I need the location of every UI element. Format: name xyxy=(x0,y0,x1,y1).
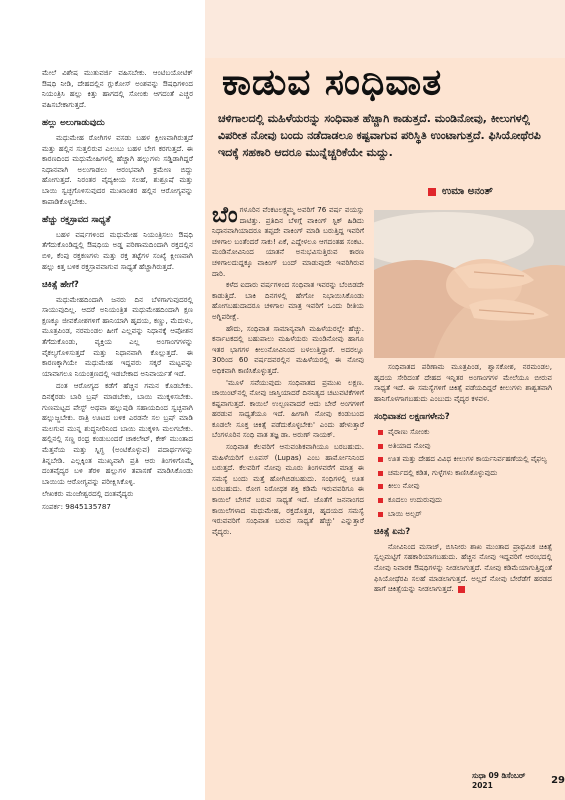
list-item xyxy=(378,509,552,520)
subheading: ಚಿಕಿತ್ಸೆ ಹೇಗೆ? xyxy=(42,280,79,291)
page-footer xyxy=(472,771,565,790)
knee-pain-photo xyxy=(374,210,565,358)
paragraph: 'ಮೂಳೆ ಸವೆಯುವುದು ಸಂಧಿವಾತದ ಪ್ರಮುಖ ಲಕ್ಷಣ. ಚಾಯಿಂಟ್‌ನಲ್ಲಿ ನೋವು ಜಾಸ್ತಿಯಾದರೆ ದಿನನಿತ್ಯದ ಚಟುವಟಿಕೆಗಳಿಗೆ ಕಷ್ಟವಾಗುತ್ತದೆ. ಕಾಯಿಲೆ ಉಲ್ಬಣವಾದರೆ ಆದು ಬೇರೆ ಅಂಗಗಳಿಗೆ ಹರಡುವ ಸಾಧ್ಯತೆಯೂ ಇದೆ. ಹೀಗಾಗಿ ನೋವು ಕಂಡುಬಂದ ಕೂಡಲೇ ಸೂಕ್ತ ಚಿಕಿತ್ಸೆ ಪಡೆದುಕೊಳ್ಳಬೇಕು' ಎಂದು ಹೇಳುತ್ತಾರೆ ಬೆಂಗಳೂರಿನ ಸಂಧಿ ವಾತ ತಜ್ಞ ಡಾ. ಅರುಣ್ ನಾಯಕ್. xyxy=(212,377,364,440)
square-bullet-icon xyxy=(378,444,383,449)
square-bullet-icon xyxy=(378,484,383,489)
paragraph: ದಂತ ಆರೋಗ್ಯದ ಕಡೆಗೆ ಹೆಚ್ಚಿನ ಗಮನ ಕೊಡಬೇಕು. ದಿನಕ್ಕೆರಡು ಬಾರಿ ಬ್ರಷ್ ಮಾಡಬೇಕು, ಬಾಯಿ ಮುಕ್ಕಳಿಸಬೇಕು. ಗುಣಮಟ್ಟದ ಪೇಸ್ಟ್ ಅಥವಾ ಹಲ್ಲುಪುಡಿ ಸಹಾಯದಿಂದ ಸ್ವಚ್ಛವಾಗಿ ಹಲ್ಲುಜ್ಜಬೇಕು. ರಾತ್ರಿ ಊಟದ ಬಳಿಕ ಎರಡನೇ ಸಲ ಬ್ರಷ್ ಮಾಡಿ ಮಲಗುವ ಮುನ್ನ ಶುದ್ಧನೀರಿನಿಂದ ಬಾಯಿ ಮುಕ್ಕಳಿಸಿ ಮಲಗಬೇಕು. ಹಲ್ಲಿನಲ್ಲಿ ಸಣ್ಣ ರಂಧ್ರ ಕಂಡುಬಂದರೆ ಚಾಕಲೇಟ್, ಕೇಕ್ ಮುಂತಾದ ಮೆತ್ತನೆಯ ಮತ್ತು ಸ್ನಿಗ್ಧ (ಅಂಟಿಕೊಳ್ಳುವ) ಪದಾರ್ಥಗಳನ್ನು ತಿನ್ನಬೇಡಿ. ಎಲ್ಲಕ್ಕಿಂತ ಮುಖ್ಯವಾಗಿ ಪ್ರತಿ ಆರು ತಿಂಗಳಿಗೊಮ್ಮೆ ದಂತವೈದ್ಯರ ಬಳಿ ತೆರಳಿ ಹಲ್ಲುಗಳ ತಪಾಸಣೆ ಮಾಡಿಸಿಕೊಂಡು ಬಾಯಿಯ ಆರೋಗ್ಯವನ್ನು ಪರೀಕ್ಷಿಸಿಕೊಳ್ಳಿ. xyxy=(42,381,193,486)
list-item xyxy=(378,495,552,506)
author-note: ಲೇಖಕರು ಮಂಜೇಶ್ವರದಲ್ಲಿ ದಂತವೈದ್ಯರು xyxy=(42,489,134,499)
paragraph: ಕಳೆದ ಐದಾರು ವರ್ಷಗಳಿಂದ ಸಂಧಿವಾತ ಇವರನ್ನು ಬೆಂಬಿಡದೇ ಕಾಡುತ್ತಿದೆ. ಬಾಕಿ ದಿನಗಳಲ್ಲಿ ಹೇಗೋ ನಿಭಾಯಿಸಿಕೊಂಡು ಹೋಗಬಹುದಾದರೂ ಚಳಿಗಾಲ ಮಾತ್ರ ಇವರಿಗೆ ಒಂದು ರೀತಿಯ ಅಗ್ನಿಪರೀಕ್ಷೆ. xyxy=(212,280,365,321)
end-mark-icon xyxy=(458,586,465,593)
list-item-text: ವೈರಾಣು ಸೋಂಕು xyxy=(388,426,430,436)
list-item-text: ಚರ್ಮದಲ್ಲಿ ಕಡಿತ, ಗುಳ್ಳೆಗಳು ಕಾಣಿಸಿಕೊಳ್ಳುವುದು xyxy=(388,467,498,477)
subheading: ಹಲ್ಲು ಅಲುಗಾಡುವುದು xyxy=(42,118,105,129)
subheading: ಚಿಕಿತ್ಸೆ ಏನು? xyxy=(374,527,411,538)
list-item xyxy=(378,427,552,438)
paragraph: ಸಂಧಿವಾತ ಕೆಲವರಿಗೆ ಆನುವಂಶಿಕವಾಗಿಯೂ ಬರಬಹುದು. ಮಹಿಳೆಯರಿಗೆ ಲೂಪಸ್ (Lupas) ಎಂಬ ಹಾರ್ಮೋನಿನಿಂದ ಬರುತ್ತದೆ. ಕೆಲವರಿಗೆ ನೋವು ಮೂರು ತಿಂಗಳವರೆಗೆ ಮಾತ್ರ ಈ ಸಮಸ್ಯೆ ಬಂದು ಮತ್ತೆ ಹೋಗಿಬಿಡಬಹುದು. ಸಂಧಿಗಳಲ್ಲಿ ಊತ ಬರಬಹುದು. ರೋಗ ನಿರೋಧಕ ಶಕ್ತಿ ಕಡಿಮೆ ಇರುವವರಿಗೂ ಈ ಕಾಯಿಲೆ ಬೇಗನೆ ಬರುವ ಸಾಧ್ಯತೆ ಇದೆ. ಜೊತೆಗೆ ಜನನಾಂಗದ ಕಾಯಿಲೆಗಳಾದ ಮಧುಮೇಹ, ರಕ್ತದೊತ್ತಡ, ಹೃದಯದ ಸಮಸ್ಯೆ ಇರುವವರಿಗೆ ಸಂಧಿವಾತ ಬರುವ ಸಾಧ್ಯತೆ ಹೆಚ್ಚು' ಎನ್ನುತ್ತಾರೆ ವೈದ್ಯರು. xyxy=(212,442,364,536)
paragraph-text: ಗಳೂರಿನ ವೆಂಕಟಲಕ್ಷ್ಮಮ್ಮ ಅವರಿಗೆ 76 ವರ್ಷ ವಯಸ್ಸು ದಾಟಿತ್ತು. ಪ್ರತಿದಿನ ಬೆಳಿಗ್ಗೆ ವಾಕಿಂಗ್ ಸ್ಟಿಕ್ ಹಿಡಿದು ನಿಧಾನವಾಗಿಯಾದರೂ ತಪ್ಪದೇ ವಾಕಿಂಗ್ ಮಾಡಿ ಬರುತ್ತಿದ್ದ ಇವರಿಗೆ ಚಳಿಗಾಲ ಬಂತೆಂದರೆ ಸಾಕು! ಏಕೆ, ಎದ್ದೇಳಲೂ ಆಗದಂತಹ ಸಂಕಟ. ಮಂಡಿನೋವಿನಿಂದ ಯಾತನೆ ಅನುಭವಿಸುತ್ತಿರುವ ಕಾರಣ ಚಳಿಗಾಲದುದ್ದಕ್ಕೂ ವಾಕಿಂಗ್ ಬಂದ್ ಮಾಡುವುದೇ ಇವರಿಗಿರುವ ದಾರಿ. xyxy=(212,205,364,278)
knee-illustration xyxy=(374,210,565,358)
author-name: ಉಮಾ ಅನಂತ್ xyxy=(442,186,493,197)
byline xyxy=(428,186,493,197)
square-bullet-icon xyxy=(378,457,383,462)
list-item xyxy=(378,481,552,492)
paragraph: ಬಹಳ ವರ್ಷಗಳಿಂದ ಮಧುಮೇಹ ನಿಯಂತ್ರಿಸಲು ಔಷಧಿ ತೆಗೆದುಕೊಂಡಿದ್ದಲ್ಲಿ ಔಷಧಿಯ ಅಡ್ಡ ಪರಿಣಾಮದಿಂದಾಗಿ ರಕ್ತದಲ್ಲಿನ ಬಿಳಿ, ಕೆಂಪು ರಕ್ತಕಣಗಳು ಮತ್ತು ರಕ್ತ ತಟ್ಟೆಗಳ ಸಂಖ್ಯೆ ಕ್ಷೀಣವಾಗಿ ಹಲ್ಲು ಕಿತ್ತ ಬಳಿಕ ರಕ್ತಸ್ರಾವವಾಗುವ ಸಾಧ್ಯತೆ ಹೆಚ್ಚಾಗಿರುತ್ತದೆ. xyxy=(42,229,193,271)
square-bullet-icon xyxy=(378,471,383,476)
list-item xyxy=(378,441,552,452)
paragraph: ಮಧುಮೇಹದಿಂದಾಗಿ ಜನರು ದಿನ ಬೆಳಗಾಗುವುದರಲ್ಲಿ ಸಾಯುವುದಿಲ್ಲ. ಆದರೆ ಅನಿಯಂತ್ರಿತ ಮಧುಮೇಹದಿಂದಾಗಿ ಕ್ಷಣ ಕ್ಷಣಕ್ಕೂ ಜೀವಕೋಶಗಳಿಗೆ ಹಾನಿಯಾಗಿ ಹೃದಯ, ಕಣ್ಣು, ಮೆದುಳು, ಮೂತ್ರಪಿಂಡ, ನರಮಂಡಲ ಹೀಗೆ ಎಲ್ಲವನ್ನು ನಿಧಾನಕ್ಕೆ ಆಪೋಶನ ತೆಗೆದುಕೊಂಡು, ವ್ಯಕ್ತಿಯ ಎಲ್ಲ ಅಂಗಾಂಗಗಳನ್ನು ವೈಕಲ್ಯಗೊಳಿಸುತ್ತದೆ ಮತ್ತು ನಿಧಾನವಾಗಿ ಕೊಲ್ಲುತ್ತದೆ. ಈ ಕಾರಣಕ್ಕಾಗಿಯೇ ಮಧುಮೇಹ ಇದ್ದವರು ಸಕ್ಕರೆ ಮಟ್ಟವನ್ನು ಯಾವಾಗಲೂ ನಿಯಂತ್ರಣದಲ್ಲಿ ಇಡಬೇಕಾದ ಅನಿವಾರ್ಯತೆ ಇದೆ. xyxy=(42,294,193,378)
paragraph: ಮೇಲೆ ವಿಶೇಷ ಮುತುವರ್ಜಿ ವಹಿಸಬೇಕು. ಆಂಟಿಬಯೋಟಿಕ್ ಔಷಧಿ ನೀಡಿ, ದೇಹದಲ್ಲಿನ ಗ್ಲುಕೋಸ್ ಅಂಶವನ್ನು ಔಷಧಿಗಳಿಂದ ನಿಯಂತ್ರಿಸಿ ಹಲ್ಲು ಕಿತ್ತು ಹಾಗದಲ್ಲಿ ಸೋಂಕು ಆಗದಂತೆ ಎಚ್ಚರ ವಹಿಸಬೇಕಾಗುತ್ತದೆ. xyxy=(42,68,193,109)
issue-info: ಸುಧಾ 09 ಡಿಸೆಂಬರ್ 2021 xyxy=(472,771,526,790)
list-item-text: ಊತ ಮತ್ತು ದೇಹದ ವಿವಿಧ ಕೀಲುಗಳ ಕಾರ್ಯನಿರ್ವಹಣೆಯಲ್ಲಿ ವೈಫಲ್ಯ xyxy=(388,454,547,464)
drop-cap: ಬೆಂ xyxy=(212,203,238,228)
list-item-text: ಕೀಲು ನೋವು xyxy=(388,481,420,491)
list-item xyxy=(378,454,552,465)
article-headline: ಕಾಡುವ ಸಂಧಿವಾತ xyxy=(222,62,443,103)
square-bullet-icon xyxy=(378,512,383,517)
symptom-list xyxy=(378,427,552,519)
square-bullet-icon xyxy=(378,430,383,435)
subheading: ಸಂಧಿವಾತದ ಲಕ್ಷಣಗಳೇನು? xyxy=(374,412,450,423)
paragraph-text: ನೋವಿನಿಂದ ಮಸಾಜ್, ಬಿಸಿನೀರು ಶಾಖ ಮುಂತಾದ ಪ್ರಾಥಮಿಕ ಚಿಕಿತ್ಸೆ ಸ್ವಲ್ಪಮಟ್ಟಿಗೆ ಸಹಕಾರಿಯಾಗಬಹುದು. ಹೆಚ್ಚಿನ ನೋವು ಇದ್ದವರಿಗೆ ಆರಂಭದಲ್ಲಿ ನೋವು ನಿವಾರಕ ಔಷಧಿಗಳನ್ನು ನೀಡಲಾಗುತ್ತದೆ. ನೋವು ಕಡಿಮೆಯಾಗುತ್ತಿದ್ದಂತೆ ಫಿಸಿಯೋಥೆರಪಿ ಸಲಹೆ ಮಾಡಲಾಗುತ್ತದೆ. ಅಲ್ಲದೆ ನೋವು ಬೇರೆಡೆಗೆ ಹರಡದ ಹಾಗೆ ಚಿಕಿತ್ಸೆಯನ್ನು ನೀಡಲಾಗುತ್ತದೆ. xyxy=(374,541,552,594)
list-item-text: ಅತಿಯಾದ ನೋವು xyxy=(388,440,431,450)
page-number: 29 xyxy=(551,775,565,786)
paragraph xyxy=(374,542,552,595)
list-item-text: ಕೂದಲು ಉದುರುವುದು xyxy=(388,494,443,504)
subheading: ಹೆಚ್ಚು ರಕ್ತಸ್ರಾವದ ಸಾಧ್ಯತೆ xyxy=(42,215,111,226)
article-lead: ಚಳಿಗಾಲದಲ್ಲಿ ಮಹಿಳೆಯರನ್ನು ಸಂಧಿವಾತ ಹೆಚ್ಚಾಗಿ ಕಾಡುತ್ತದೆ. ಮಂಡಿನೋವು, ಕೀಲುಗಳಲ್ಲಿ ವಿಪರೀತ ನೋವು ಬಂದು ನಡೆದಾಡಲೂ ಕಷ್ಟವಾಗುವ ಪರಿಸ್ಥಿತಿ ಉಂಟಾಗುತ್ತದೆ. ಫಿಸಿಯೋಥೆರಪಿ ಇದಕ್ಕೆ ಸಹಕಾರಿ ಆದರೂ ಮುನ್ನೆಚ್ಚರಿಕೆಯೇ ಮದ್ದು. xyxy=(218,112,541,159)
paragraph: ಹೌದು, ಸಂಧಿವಾತ ಸಾಮಾನ್ಯವಾಗಿ ಮಹಿಳೆಯರಲ್ಲೇ ಹೆಚ್ಚು. ಕರ್ನಾಟಕದಲ್ಲಿ ಬಹುಪಾಲು ಮಹಿಳೆಯರು ಮಂಡಿನೋವು ಹಾಗೂ ಇತರ ಭಾಗಗಳ ಕೀಲುನೋವಿನಿಂದ ಬಳಲುತ್ತಿದ್ದಾರೆ. ಅದರಲ್ಲೂ 30ರಿಂದ 60 ವರ್ಷದವರಲ್ಲಿನ ಮಹಿಳೆಯರಲ್ಲಿ ಈ ನೋವು ಅಧಿಕವಾಗಿ ಕಾಣಿಸಿಕೊಳ್ಳುತ್ತದೆ. xyxy=(212,323,364,375)
top-band xyxy=(205,0,565,58)
square-bullet-icon xyxy=(378,498,383,503)
article-column-right xyxy=(374,362,552,597)
article-column-middle xyxy=(212,205,364,538)
paragraph: ಮಧುಮೇಹ ರೋಗಿಗಳ ವಸಡು ಬಹಳ ಕ್ಷೀಣವಾಗಿರುತ್ತದೆ ಮತ್ತು ಹಲ್ಲಿನ ಸುತ್ತಲಿರುವ ಎಲುಬು ಬಹಳ ಬೇಗ ಕರಗುತ್ತದೆ. ಈ ಕಾರಣದಿಂದ ಮಧುಮೇಹಿಗಳಲ್ಲಿ ಹೆಚ್ಚಾಗಿ ಹಲ್ಲುಗಳು ಸಡ್ಡಿಡಾಗಿದ್ದರೆ ನಿಧಾನವಾಗಿ ಅಲುಗಾಡಲು ಆರಂಭವಾಗಿ ಕ್ರಮೇಣ ಬಿದ್ದು ಹೋಗುತ್ತದೆ. ನಿರಂತರ ವೈದ್ಯಕೀಯ ಸಲಹೆ, ಶುಶ್ರೂಷೆ ಮತ್ತು ಬಾಯಿ ಸ್ವಚ್ಛಗೊಳಿಸುವುದರ ಮುಖಾಂತರ ಹಲ್ಲಿನ ಆರೋಗ್ಯವನ್ನು ಕಾಪಾಡಿಕೊಳ್ಳಬೇಕು. xyxy=(42,132,193,206)
paragraph xyxy=(212,205,364,279)
contact-number: ಸಂಪರ್ಕ: 9845135787 xyxy=(42,501,112,511)
list-item xyxy=(378,468,552,479)
paragraph: ಸಂಧಿವಾತದ ಪರಿಣಾಮ ಮೂತ್ರಪಿಂಡ, ಶ್ವಾಸಕೋಶ, ನರಮಂಡಲ, ಹೃದಯ ಸೇರಿದಂತೆ ದೇಹದ ಇನ್ನಿತರ ಅಂಗಾಂಗಗಳ ಮೇಲೆಯೂ ಬೀರುವ ಸಾಧ್ಯತೆ ಇದೆ. ಈ ಸಮಸ್ಯೆಗಳಿಗೆ ಚಿಕಿತ್ಸೆ ಪಡೆಯದಿದ್ದರೆ ಕೀಲುಗಳು ಶಾಶ್ವತವಾಗಿ ಹಾನಿಗೊಳಗಾಗಬಹುದು ಎಂಬುದು ವೈದ್ಯರ ಕಳವಳ. xyxy=(374,362,552,403)
square-bullet-icon xyxy=(428,188,436,196)
previous-article-column xyxy=(0,0,205,800)
list-item-text: ಬಾಯಿ ಅಲ್ಸರ್ xyxy=(388,508,422,518)
